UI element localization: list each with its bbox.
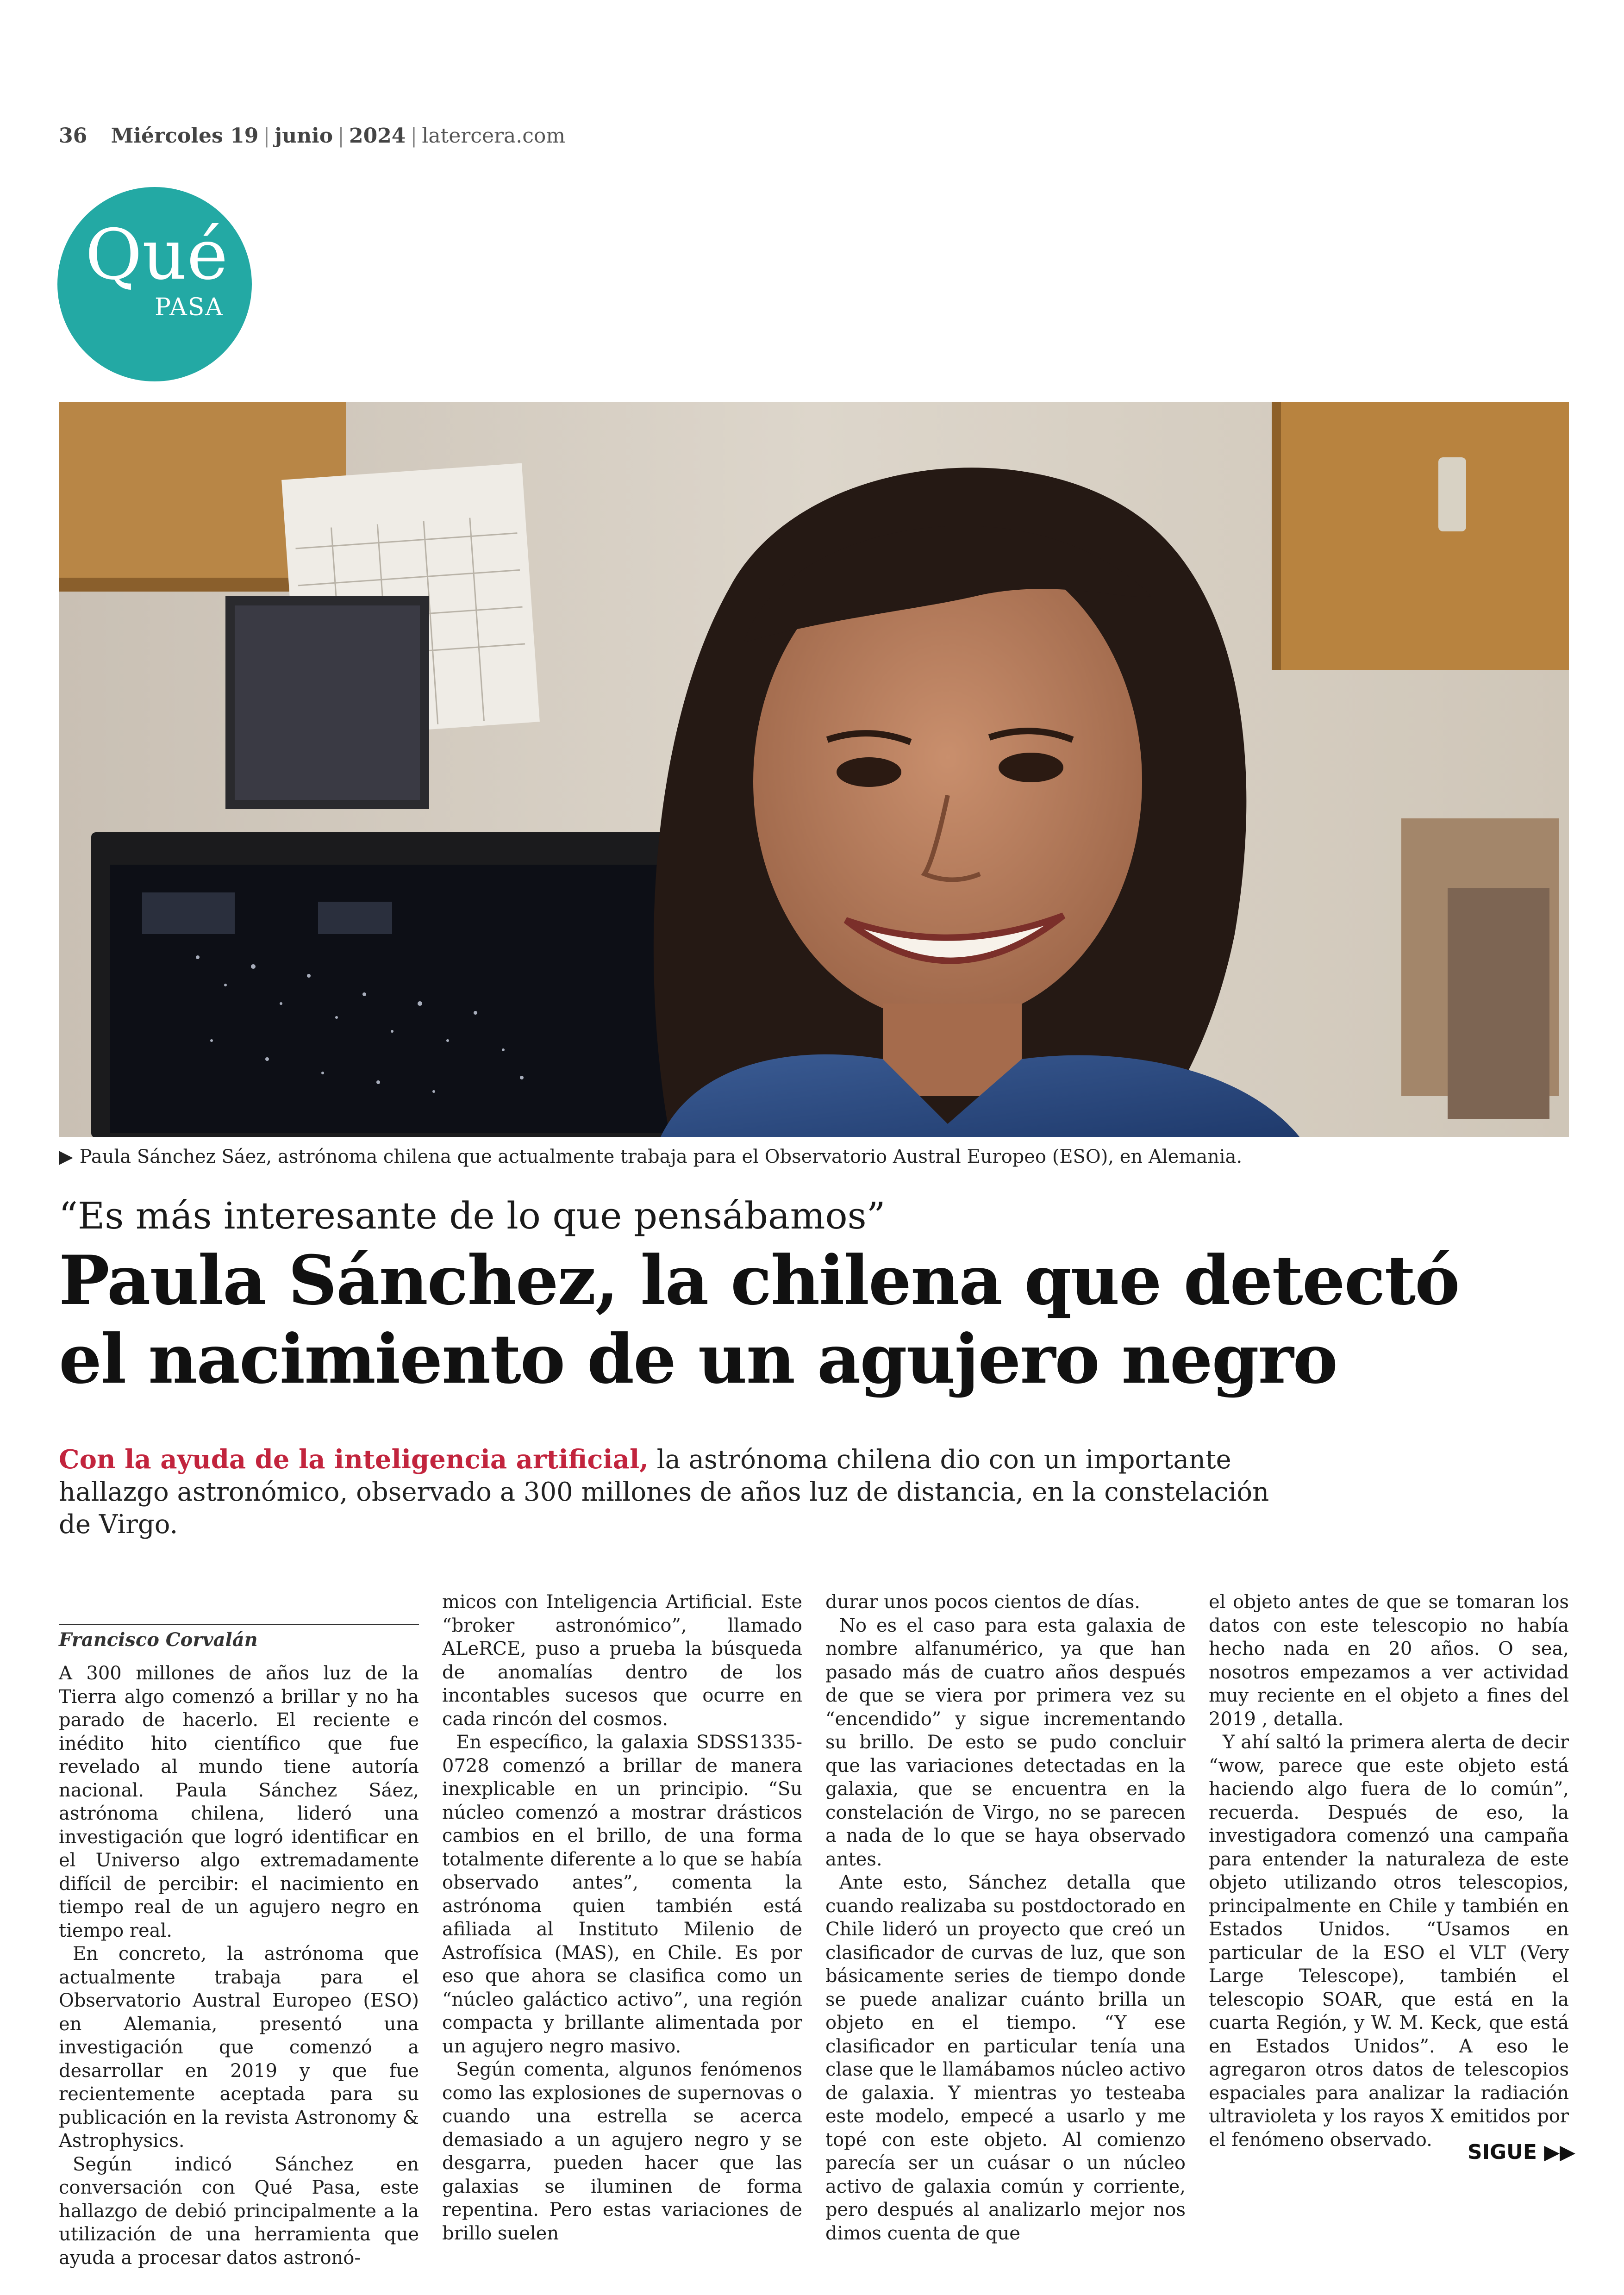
paragraph: micos con Inteligencia Artificial. Este “broker astronómico”, llamado ALeRCE, puso a prueba la búsqueda de anomalías dentro de los incontables sucesos que ocurre en cada rincón del cosmos. <box>442 1591 802 1730</box>
article-column-1 <box>59 1662 419 2270</box>
headline <box>59 1241 1459 1399</box>
paragraph: Según comenta, algunos fenómenos como las explosiones de supernovas o cuando una estrella se acerca demasiado a un agujero negro y se desgarra, pueden hacer que las galaxias se iluminen de forma repentina. Pero estas variaciones de brillo suelen <box>442 2059 802 2244</box>
logo-pasa: PASA <box>155 293 224 321</box>
folio-year: 2024 <box>349 124 406 148</box>
page-number: 36 <box>59 124 87 148</box>
folio-day: Miércoles 19 <box>111 124 259 148</box>
paragraph: Según indicó Sánchez en conversación con Qué Pasa, este hallazgo de debió principalmente a la utilización de una herramienta que ayuda a procesar datos astronó- <box>59 2153 419 2269</box>
kicker-quote: “Es más interesante de lo que pensábamos” <box>59 1194 886 1237</box>
deck-summary <box>59 1443 1309 1541</box>
headline-line-1: Paula Sánchez, la chilena que detectó <box>59 1241 1459 1320</box>
headline-line-2: el nacimiento de un agujero negro <box>59 1320 1337 1399</box>
paragraph: En específico, la galaxia SDSS1335-0728 comenzó a brillar de manera inexplicable en un principio. “Su núcleo comenzó a mostrar drásticos cambios en el brillo, de una forma totalmente diferente a lo que se había observado antes”, comenta la astrónoma quien también está afiliada al Instituto Milenio de Astrofísica (MAS), en Chile. Es por eso que ahora se clasifica como un “núcleo galáctico activo”, una región compacta y brillante alimentada por un agujero negro masivo. <box>442 1732 802 2057</box>
article-column-2 <box>442 1590 802 2245</box>
author-byline: Francisco Corvalán <box>59 1624 419 1651</box>
photo-caption: ▶ Paula Sánchez Sáez, astrónoma chilena que actualmente trabaja para el Observatorio Austral Europeo (ESO), en Alemania. <box>59 1146 1243 1167</box>
logo-que: Qué <box>85 215 228 295</box>
paragraph: durar unos pocos cientos de días. <box>825 1591 1140 1613</box>
article-column-3 <box>825 1590 1186 2245</box>
caption-arrow-icon: ▶ <box>59 1146 73 1167</box>
paragraph: No es el caso para esta galaxia de nombre alfanumérico, ya que han pasado más de cuatro años después de que se viera por primera vez su “encendido” y sigue incrementando su brillo. De esto se pudo concluir que las variaciones detectadas en la galaxia, que se encuentra en la constelación de Virgo, no se parecen a nada de lo que se haya observado antes. <box>825 1615 1186 1870</box>
paragraph: En concreto, la astrónoma que actualmente trabaja para el Observatorio Austral Europeo (ESO) en Alemania, presentó una investigación que comenzó a desarrollar en 2019 y que fue recientemente aceptada para su publicación en la revista Astronomy & Astrophysics. <box>59 1943 419 2152</box>
paragraph: Ante esto, Sánchez detalla que cuando realizaba su postdoctorado en Chile lideró un proyecto que creó un clasificador de curvas de luz, que son básicamente series de tiempo donde se puede analizar cuánto brilla un objeto en el tiempo. “Y ese clasificador en particular tenía una clase que le llamábamos núcleo activo de galaxia. Y mientras yo testeaba este modelo, empecé a usarlo y me topé con este objeto. Al comienzo parecía ser un cuásar o un núcleo activo de galaxia común y corriente, pero después al analizarlo mejor nos dimos cuenta de que <box>825 1872 1186 2244</box>
portrait-illustration <box>59 402 1569 1137</box>
paragraph: Y ahí saltó la primera alerta de decir “wow, parece que este objeto está haciendo algo fuera de lo común”, recuerda. Después de eso, la investigadora comenzó una campaña para entender la naturaleza de este objeto utilizando otros telescopios, principalmente en Chile y también en Estados Unidos. “Usamos en particular de la ESO el VLT (Very Large Telescope), también el telescopio SOAR, que está en la cuarta Región, y W. M. Keck, que está en Estados Unidos”. A eso le agregaron otros datos de telescopios espaciales para analizar la radiación ultravioleta y los rayos X emitidos por el fenómeno observado. <box>1209 1732 1569 2151</box>
article-photo <box>59 402 1569 1137</box>
que-pasa-logo <box>57 187 252 381</box>
deck-text: la astrónoma chilena dio con un importante hallazgo astronómico, observado a 300 millones de años luz de distancia, en la constelación de Virgo. <box>59 1445 1269 1540</box>
continue-link[interactable]: SIGUE ▶▶ <box>1468 2140 1575 2164</box>
article-column-4 <box>1209 1590 1569 2152</box>
page-folio: 36 Miércoles 19 | junio | 2024 | latercera.com <box>59 124 566 148</box>
folio-site: latercera.com <box>422 124 566 148</box>
paragraph: A 300 millones de años luz de la Tierra algo comenzó a brillar y no ha parado de hacerlo. El reciente e inédito hito científico que fue revelado al mundo tiene autoría nacional. Paula Sánchez Sáez, astrónoma chilena, lideró una investigación que logró identificar en el Universo algo extremadamente difícil de percibir: el nacimiento en tiempo real de un agujero negro en tiempo real. <box>59 1663 419 1941</box>
deck-highlight: Con la ayuda de la inteligencia artificial, <box>59 1444 649 1475</box>
paragraph: el objeto antes de que se tomaran los datos con este telescopio no había hecho nada en 20 años. O sea, nosotros empezamos a ver actividad muy reciente en el objeto a fines del 2019 , detalla. <box>1209 1591 1569 1730</box>
folio-month: junio <box>275 124 333 148</box>
